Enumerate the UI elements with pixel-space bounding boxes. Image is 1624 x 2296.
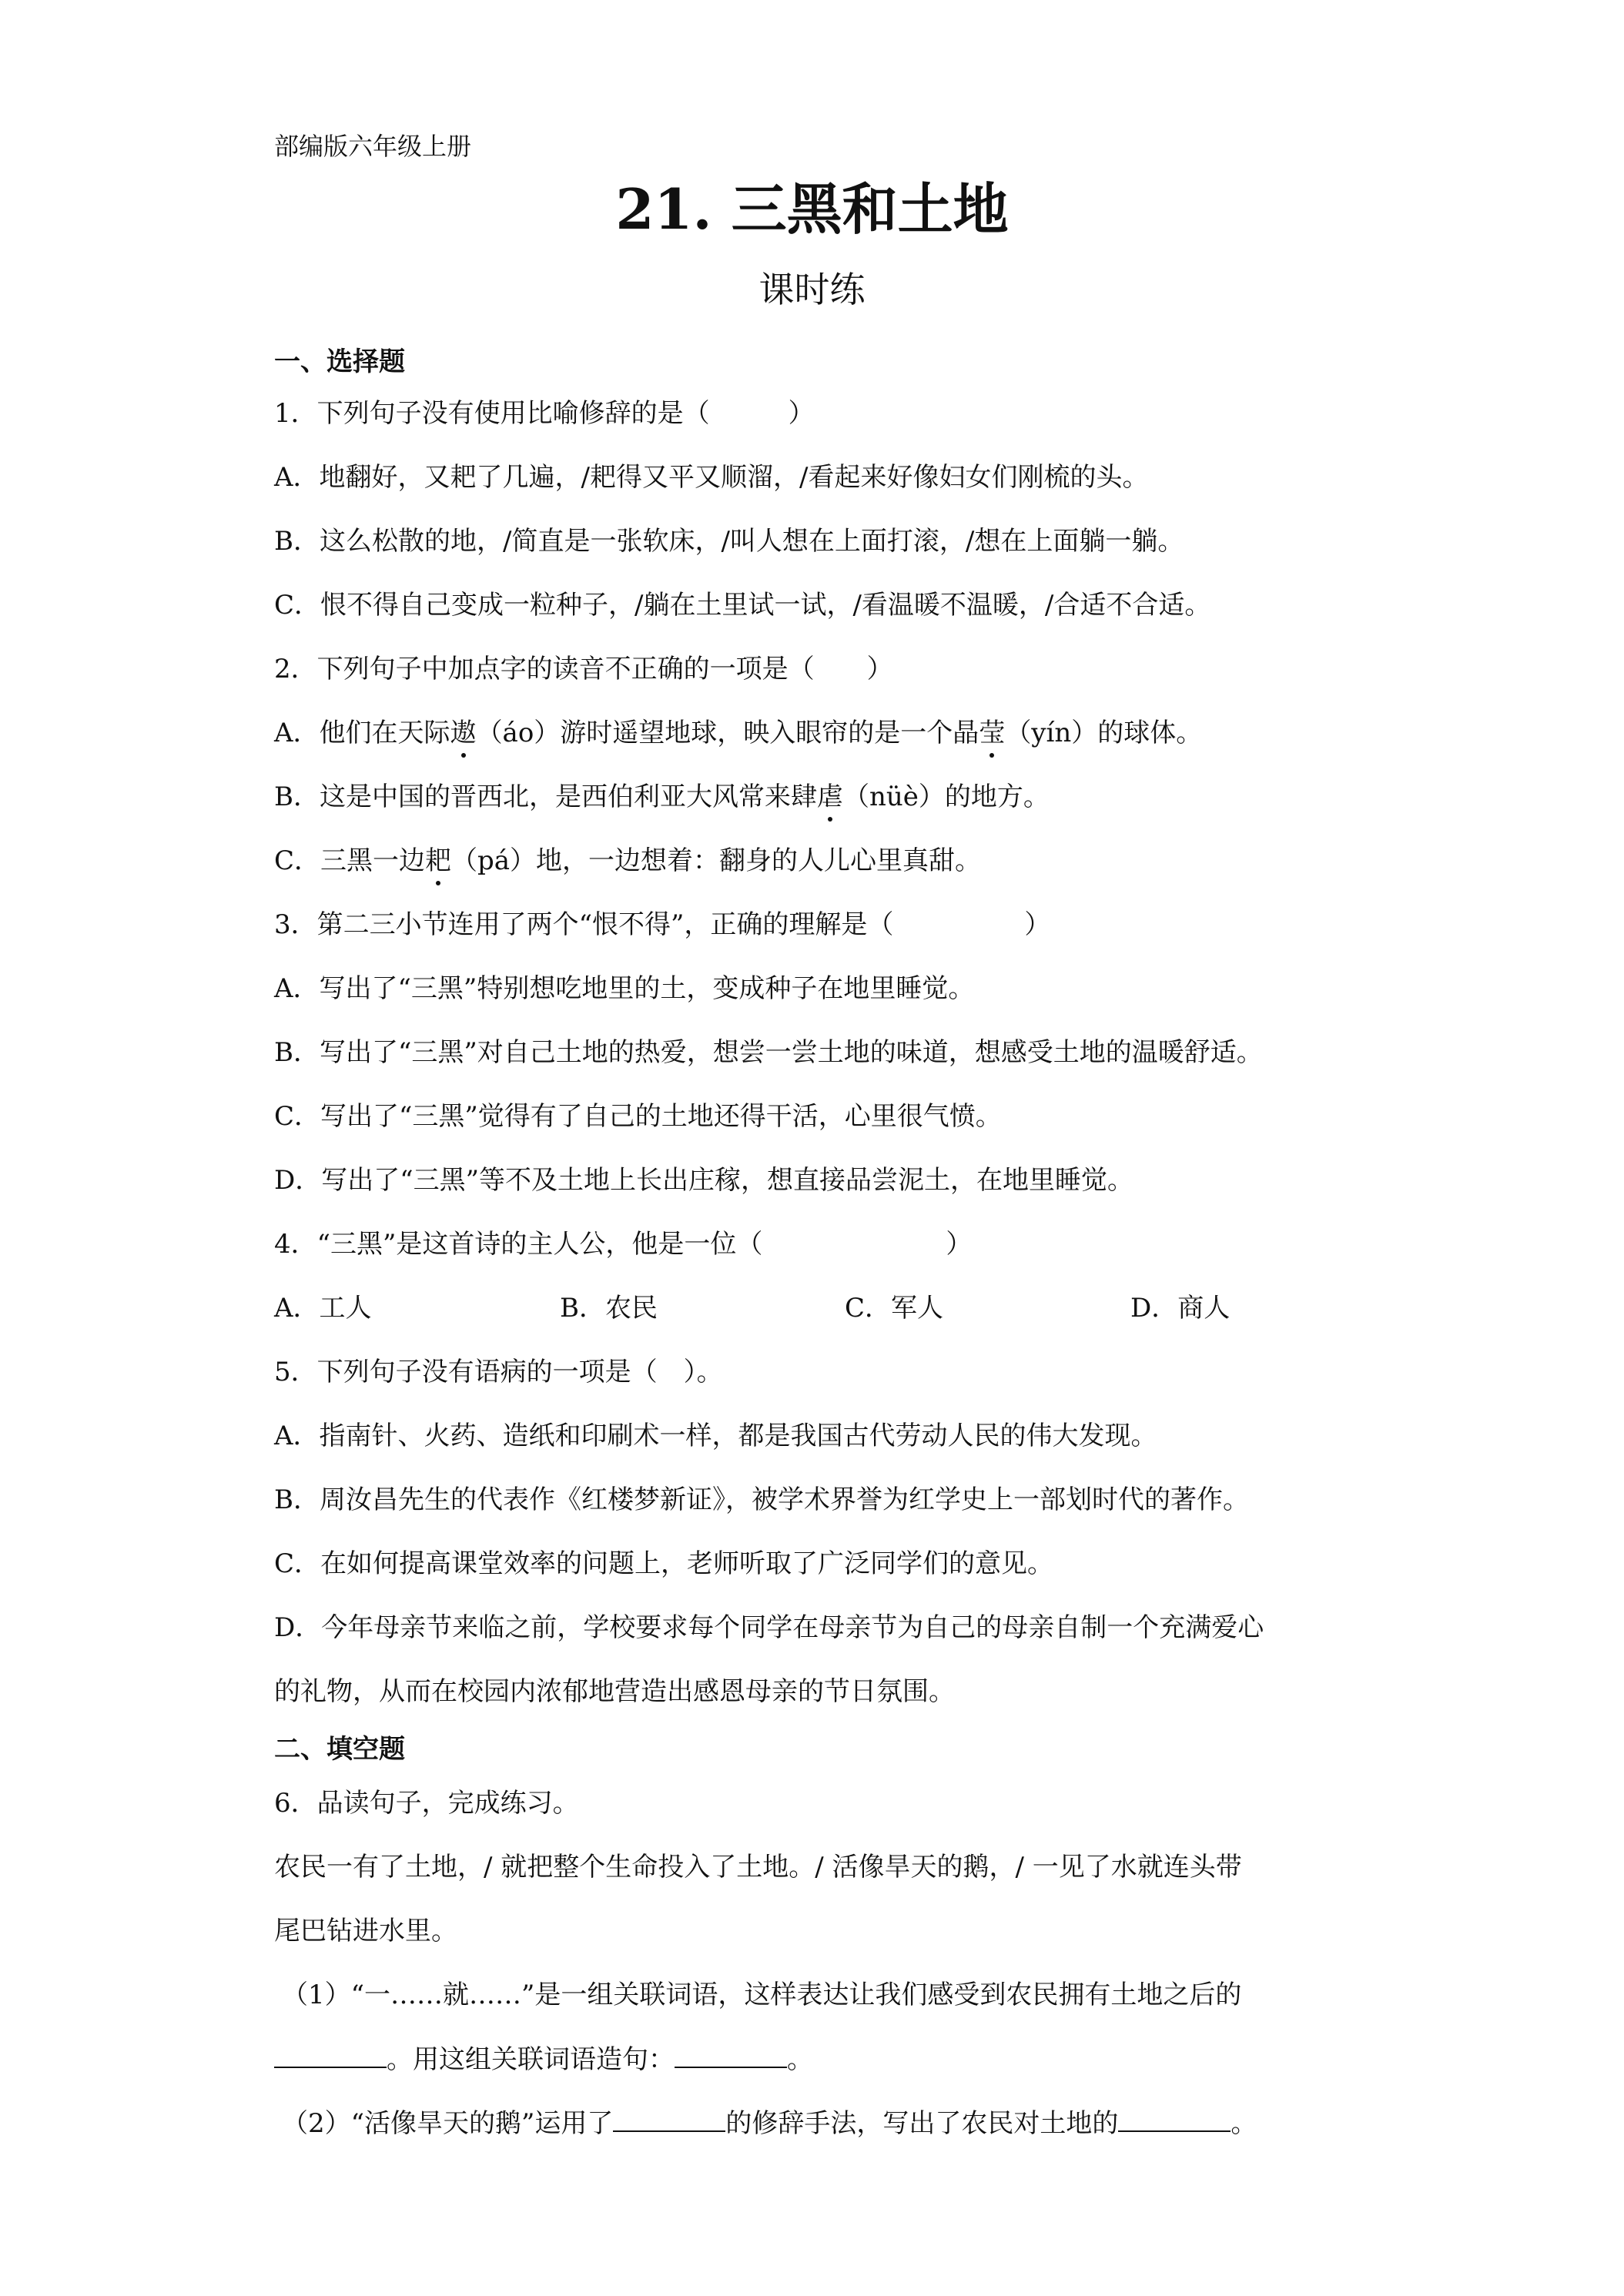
question-3-option-a: A．写出了“三黑”特别想吃地里的土，变成种子在地里睡觉。 [274, 973, 975, 1004]
question-2-option-a [274, 715, 1202, 751]
page-title: 21. 三黑和土地 [615, 176, 1009, 242]
question-4-option-a: A．工人 [274, 1293, 372, 1324]
question-6-part1-line1: （1）“一……就……”是一组关联词语，这样表达让我们感受到农民拥有土地之后的 [282, 1980, 1242, 2010]
option-text: （áo）游时遥望地球，映入眼帘的是一个晶 [476, 718, 979, 748]
question-4-option-c: C．军人 [845, 1293, 944, 1324]
option-text: A．他们在天际 [274, 718, 450, 748]
option-text: C．三黑一边 [274, 845, 426, 876]
option-text: （nüè）的地方。 [842, 782, 1050, 812]
question-2-option-c [274, 842, 981, 879]
question-6-passage-line1: 农民一有了土地，/ 就把整个生命投入了土地。/ 活像旱天的鹅，/ 一见了水就连头带 [274, 1852, 1242, 1883]
answer-blank[interactable] [613, 2104, 725, 2132]
answer-blank[interactable] [675, 2040, 787, 2068]
question-6-stem: 6．品读句子，完成练习。 [274, 1788, 579, 1819]
question-1-option-b: B．这么松散的地，/简直是一张软床，/叫人想在上面打滚，/想在上面躺一躺。 [274, 526, 1184, 557]
page-subtitle: 课时练 [758, 269, 866, 310]
part-text: 。 [787, 2044, 813, 2075]
question-1-option-a: A．地翻好，又耙了几遍，/耙得又平又顺溜，/看起来好像妇女们刚梳的头。 [274, 462, 1149, 493]
question-1-option-c: C．恨不得自己变成一粒种子，/躺在土里试一试，/看温暖不温暖，/合适不合适。 [274, 590, 1211, 621]
part-text: 。用这组关联词语造句： [387, 2044, 675, 2075]
question-5-option-d-line2: 的礼物，从而在校园内浓郁地营造出感恩母亲的节日氛围。 [274, 1676, 955, 1707]
question-2-stem: 2．下列句子中加点字的读音不正确的一项是（ ） [274, 654, 893, 684]
question-5-option-b: B．周汝昌先生的代表作《红楼梦新证》，被学术界誉为红学史上一部划时代的著作。 [274, 1484, 1249, 1515]
question-4-option-b: B．农民 [560, 1293, 658, 1324]
option-text: B．这是中国的晋西北，是西伯利亚大风常来肆 [274, 782, 817, 812]
question-5-stem: 5．下列句子没有语病的一项是（ ）。 [274, 1357, 723, 1387]
question-3-option-b: B．写出了“三黑”对自己土地的热爱，想尝一尝土地的味道，想感受土地的温暖舒适。 [274, 1037, 1263, 1068]
answer-blank[interactable] [1118, 2104, 1231, 2132]
answer-blank[interactable] [274, 2040, 387, 2068]
question-4-stem: 4．“三黑”是这首诗的主人公，他是一位（ ） [274, 1229, 973, 1260]
question-3-stem: 3．第二三小节连用了两个“恨不得”，正确的理解是（ ） [274, 909, 1051, 940]
option-text: （pá）地，一边想着：翻身的人儿心里真甜。 [451, 845, 982, 876]
part-text: （2）“活像旱天的鹅”运用了 [282, 2108, 614, 2139]
question-6-passage-line2: 尾巴钻进水里。 [274, 1916, 457, 1946]
section-heading-choice: 一、选择题 [274, 346, 405, 377]
question-5-option-c: C．在如何提高课堂效率的问题上，老师听取了广泛同学们的意见。 [274, 1548, 1054, 1579]
part-text: 的修辞手法，写出了农民对土地的 [725, 2108, 1119, 2139]
section-heading-fill: 二、填空题 [274, 1734, 405, 1765]
question-5-option-d-line1: D．今年母亲节来临之前，学校要求每个同学在母亲节为自己的母亲自制一个充满爱心 [274, 1612, 1264, 1643]
dotted-character: 耙 [425, 842, 451, 879]
question-4-option-d: D．商人 [1130, 1293, 1231, 1324]
dotted-character: 莹 [979, 715, 1005, 751]
question-2-option-b [274, 778, 1050, 815]
question-3-option-c: C．写出了“三黑”觉得有了自己的土地还得干活，心里很气愤。 [274, 1101, 1002, 1132]
question-6-part1-line2 [274, 2040, 813, 2078]
dotted-character: 遨 [450, 715, 477, 751]
dotted-character: 虐 [817, 778, 843, 815]
question-5-option-a: A．指南针、火药、造纸和印刷术一样，都是我国古代劳动人民的伟大发现。 [274, 1421, 1157, 1451]
question-6-part2 [282, 2104, 1257, 2142]
question-1-stem: 1．下列句子没有使用比喻修辞的是（ ） [274, 398, 815, 429]
part-text: 。 [1231, 2108, 1257, 2139]
question-3-option-d: D．写出了“三黑”等不及土地上长出庄稼，想直接品尝泥土，在地里睡觉。 [274, 1165, 1134, 1196]
grade-label: 部编版六年级上册 [274, 132, 472, 161]
option-text: （yín）的球体。 [1005, 718, 1203, 748]
